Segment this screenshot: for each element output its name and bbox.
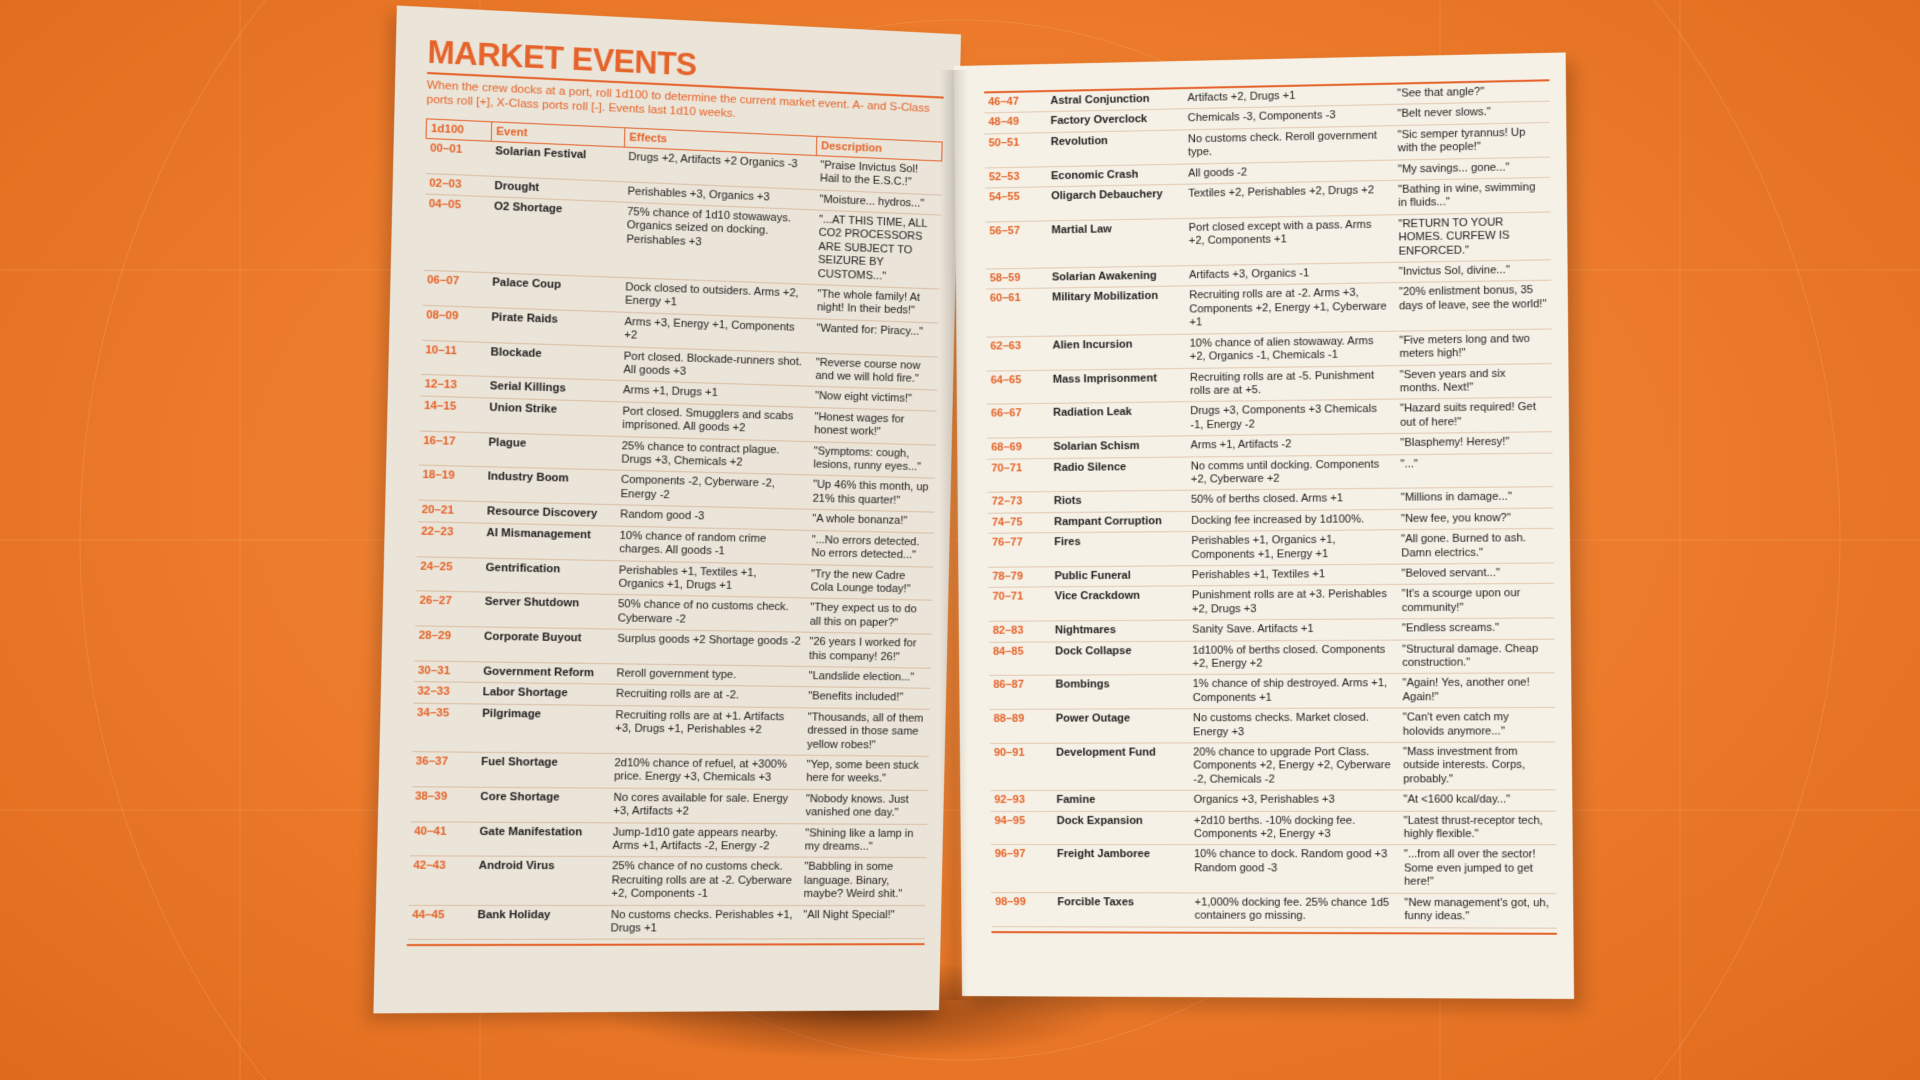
effects-cell: Perishables +1, Organics +1, Components +1, Energy +1 [1187, 530, 1397, 566]
event-cell: Nightmares [1051, 620, 1188, 641]
roll-cell: 32–33 [413, 682, 479, 704]
event-cell: Pirate Raids [487, 307, 621, 346]
description-cell: "Seven years and six months. Next!" [1395, 363, 1552, 399]
event-cell: Riots [1050, 491, 1187, 513]
page-title: MARKET EVENTS [427, 33, 697, 83]
effects-cell: Dock closed to outsiders. Arms +2, Energy +1 [621, 277, 814, 318]
event-cell: Public Funeral [1050, 566, 1187, 588]
event-cell: Oligarch Debauchery [1047, 184, 1184, 220]
col-roll-header: 1d100 [426, 119, 492, 141]
effects-cell: 1d100% of berths closed. Components +2, Energy +2 [1188, 640, 1398, 675]
event-cell: Solarian Schism [1049, 436, 1186, 458]
table-row [412, 703, 930, 756]
description-cell: "Thousands, all of them dressed in those same yellow robes!" [803, 708, 930, 757]
event-cell: Martial Law [1047, 218, 1184, 268]
effects-cell: Drugs +3, Components +3 Chemicals -1, Energy -2 [1186, 399, 1396, 436]
description-cell: "See that angle?" [1393, 80, 1550, 105]
event-cell: Radio Silence [1049, 457, 1186, 492]
event-cell: Alien Incursion [1048, 334, 1185, 370]
roll-cell: 96–97 [991, 845, 1054, 892]
table-row [991, 892, 1557, 927]
description-cell: "20% enlistment bonus, 35 days of leave, see the world!" [1395, 281, 1552, 331]
roll-cell: 02–03 [425, 173, 491, 197]
event-cell: Military Mobilization [1048, 286, 1185, 335]
description-cell: "..." [1396, 453, 1553, 489]
effects-cell: 10% chance of random crime charges. All goods -1 [615, 526, 808, 564]
effects-cell: Arms +1, Drugs +1 [619, 381, 812, 407]
roll-cell: 70–71 [988, 587, 1050, 621]
event-cell: Forcible Taxes [1053, 892, 1190, 926]
effects-cell: 20% chance to upgrade Port Class. Components +2, Energy +2, Cyberware -2, Chemicals -2 [1189, 742, 1399, 790]
effects-cell: 10% chance of alien stowaway. Arms +2, Organics -1, Chemicals -1 [1185, 331, 1395, 368]
description-cell: "Latest thrust-receptor tech, highly flexible." [1399, 811, 1556, 845]
table-row [990, 708, 1556, 744]
description-cell: "Now eight victims!" [811, 387, 937, 411]
roll-cell: 22–23 [416, 521, 482, 557]
description-cell: "A whole bonanza!" [808, 509, 934, 532]
description-cell: "Try the new Cadre Cola Lounge today!" [806, 564, 932, 600]
effects-cell: Recruiting rolls are at -2. Arms +3, Components +2, Energy +1, Cyberware +1 [1185, 283, 1395, 334]
table-row [989, 639, 1555, 676]
event-cell: Development Fund [1052, 743, 1190, 791]
roll-cell: 78–79 [988, 567, 1050, 588]
roll-cell: 74–75 [988, 512, 1050, 533]
roll-cell: 00–01 [425, 138, 491, 176]
event-cell: Economic Crash [1047, 164, 1184, 187]
description-cell: "RETURN TO YOUR HOMES. CURFEW IS ENFORCED." [1394, 212, 1551, 263]
right-page [954, 52, 1574, 999]
roll-cell: 98–99 [991, 892, 1053, 926]
roll-cell: 52–53 [985, 166, 1047, 188]
effects-cell: Textiles +2, Perishables +2, Drugs +2 [1184, 180, 1394, 218]
event-cell: Fires [1050, 532, 1187, 567]
description-cell: "Mass investment from outside interests. Corps, probably." [1399, 742, 1556, 790]
description-cell: "Millions in damage..." [1397, 487, 1554, 509]
effects-cell: No customs checks. Perishables +1, Drugs +1 [606, 905, 799, 939]
effects-cell: 10% chance to dock. Random good +3 Random good -3 [1190, 845, 1400, 893]
table-row [988, 528, 1554, 567]
roll-cell: 92–93 [990, 791, 1052, 811]
event-cell: Power Outage [1052, 709, 1189, 743]
event-cell: Freight Jamboree [1053, 845, 1191, 893]
description-cell: "Nobody knows. Just vanished one day." [801, 789, 927, 824]
table-row [410, 786, 927, 824]
event-cell: Gate Manifestation [475, 822, 609, 857]
event-cell: Fuel Shortage [476, 752, 610, 788]
event-cell: Radiation Leak [1049, 402, 1186, 438]
roll-cell: 86–87 [989, 675, 1051, 709]
roll-cell: 34–35 [412, 703, 478, 752]
event-cell: Rampant Corruption [1050, 511, 1187, 533]
description-cell: "All gone. Burned to ash. Damn electrics." [1397, 528, 1554, 564]
col-effects-header: Effects [624, 128, 816, 156]
event-cell: AI Mismanagement [482, 523, 616, 560]
event-cell: Dock Collapse [1051, 641, 1188, 676]
footer-rule [991, 931, 1556, 935]
roll-cell: 50–51 [985, 132, 1047, 167]
event-cell: Revolution [1047, 130, 1184, 167]
description-cell: "Invictus Sol, divine..." [1395, 260, 1552, 283]
description-cell: "Benefits included!" [804, 687, 930, 709]
effects-cell: Port closed. Blockade-runners shot. All goods +3 [619, 346, 812, 386]
roll-cell: 58–59 [986, 268, 1048, 289]
effects-cell: Organics +3, Perishables +3 [1189, 790, 1399, 811]
description-cell: "Endless screams." [1398, 618, 1555, 640]
description-cell: "Five meters long and two meters high!" [1395, 329, 1552, 365]
event-cell: Solarian Festival [490, 141, 624, 181]
event-cell: Astral Conjunction [1046, 88, 1183, 112]
book-gutter [940, 70, 968, 1000]
description-cell: "26 years I worked for this company! 26!" [805, 632, 931, 668]
effects-cell: 25% chance to contract plague. Drugs +3, Chemicals +2 [617, 436, 810, 475]
table-row [990, 790, 1556, 811]
description-cell: "Praise Invictus Sol! Hail to the E.S.C.!" [816, 155, 942, 194]
roll-cell: 42–43 [408, 856, 474, 905]
effects-cell: Random good -3 [616, 505, 809, 530]
description-cell: "...from all over the sector! Some even jumped to get here!" [1400, 845, 1557, 893]
effects-cell: Recruiting rolls are at -5. Punishment rolls are at +5. [1186, 365, 1396, 402]
description-cell: "Shining like a lamp in my dreams..." [800, 823, 926, 858]
description-cell: "Structural damage. Cheap construction." [1398, 639, 1555, 674]
description-cell: "New management's got, uh, funny ideas." [1400, 893, 1557, 928]
description-cell: "All Night Special!" [799, 905, 925, 939]
description-cell: "Wanted for: Piracy..." [812, 319, 938, 357]
roll-cell: 88–89 [990, 709, 1052, 743]
event-cell: Famine [1052, 790, 1189, 811]
event-cell: Drought [490, 176, 624, 202]
event-cell: Union Strike [485, 398, 619, 436]
roll-cell: 68–69 [987, 438, 1049, 459]
roll-cell: 20–21 [417, 500, 483, 522]
effects-cell: Components -2, Cyberware -2, Energy -2 [616, 471, 809, 510]
event-cell: Vice Crackdown [1051, 586, 1188, 621]
effects-cell: No customs check. Reroll government type. [1184, 125, 1394, 163]
table-row [408, 856, 926, 905]
roll-cell: 26–27 [415, 591, 481, 627]
roll-cell: 82–83 [989, 621, 1051, 642]
footer-rule [407, 944, 925, 947]
roll-cell: 54–55 [985, 187, 1047, 222]
description-cell: "Beloved servant..." [1397, 563, 1554, 585]
description-cell: "At <1600 kcal/day..." [1399, 790, 1556, 811]
roll-cell: 76–77 [988, 533, 1050, 567]
event-cell: Core Shortage [476, 787, 610, 822]
effects-cell: No cores available for sale. Energy +3, Artifacts +2 [609, 788, 802, 823]
roll-cell: 84–85 [989, 642, 1051, 676]
event-cell: Industry Boom [483, 467, 617, 505]
effects-cell: Reroll government type. [612, 664, 805, 687]
effects-cell: Perishables +1, Textiles +1, Organics +1, Drugs +1 [614, 560, 807, 598]
description-cell: "They expect us to do all this on paper?" [806, 598, 932, 634]
effects-cell: Sanity Save. Artifacts +1 [1188, 619, 1398, 641]
effects-cell: 2d10% chance of refuel, at +300% price. Energy +3, Chemicals +3 [610, 753, 803, 789]
effects-cell: Arms +3, Energy +1, Components +2 [620, 312, 813, 353]
description-cell: "Symptoms: cough, lesions, runny eyes..." [809, 441, 935, 478]
roll-cell: 66–67 [987, 404, 1049, 439]
event-cell: O2 Shortage [488, 197, 623, 278]
effects-cell: Perishables +3, Organics +3 [623, 181, 815, 210]
event-cell: Android Virus [474, 856, 609, 905]
table-row [411, 752, 928, 791]
roll-cell: 70–71 [987, 458, 1049, 493]
description-cell: "Hazard suits required! Get out of here!" [1396, 397, 1553, 433]
table-row [407, 905, 925, 940]
effects-cell: 50% chance of no customs check. Cyberware -2 [613, 595, 806, 633]
effects-cell: Artifacts +2, Drugs +1 [1183, 84, 1393, 110]
description-cell: "Landslide election..." [804, 666, 930, 688]
description-cell: "Babbling in some language. Binary, maybe? Weird shit." [799, 858, 926, 906]
effects-cell: Artifacts +3, Organics -1 [1185, 262, 1395, 286]
table-row [988, 584, 1554, 622]
roll-cell: 40–41 [409, 821, 475, 856]
roll-cell: 72–73 [988, 492, 1050, 513]
roll-cell: 12–13 [420, 375, 486, 398]
description-cell: "It's a scourge upon our community!" [1397, 584, 1554, 619]
description-cell: "Can't even catch my holovids anymore..." [1399, 708, 1556, 743]
description-cell: "Blasphemy! Heresy!" [1396, 432, 1553, 454]
description-cell: "...No errors detected. No errors detected..." [807, 530, 933, 567]
roll-cell: 62–63 [986, 336, 1048, 371]
effects-cell: 50% of berths closed. Arms +1 [1187, 489, 1397, 512]
event-cell: Corporate Buyout [479, 627, 613, 664]
col-description-header: Description [816, 136, 942, 161]
roll-cell: 90–91 [990, 743, 1053, 790]
description-cell: "New fee, you know?" [1397, 508, 1554, 530]
table-row [986, 281, 1552, 337]
effects-cell: Recruiting rolls are at +1. Artifacts +3, Drugs +1, Perishables +2 [610, 705, 803, 755]
description-cell: "Belt never slows." [1393, 102, 1550, 126]
event-cell: Bank Holiday [473, 905, 607, 940]
roll-cell: 04–05 [423, 194, 490, 273]
roll-cell: 08–09 [421, 305, 487, 342]
roll-cell: 56–57 [985, 221, 1048, 269]
roll-cell: 28–29 [414, 626, 480, 662]
description-cell: "Bathing in wine, swimming in fluids..." [1394, 177, 1551, 214]
event-cell: Blockade [486, 342, 620, 381]
effects-cell: Jump-1d10 gate appears nearby. Arms +1, Artifacts -2, Energy -2 [608, 822, 801, 857]
roll-cell: 60–61 [986, 289, 1049, 337]
table-row [987, 453, 1553, 493]
event-cell: Palace Coup [487, 273, 621, 312]
event-cell: Pilgrimage [477, 704, 611, 754]
roll-cell: 24–25 [416, 556, 482, 592]
description-cell: "Again! Yes, another one! Again!" [1398, 673, 1555, 708]
effects-cell: Punishment rolls are at +3. Perishables +2, Drugs +3 [1188, 585, 1398, 621]
table-row [409, 821, 926, 858]
roll-cell: 44–45 [407, 905, 473, 940]
effects-cell: Recruiting rolls are at -2. [612, 684, 805, 707]
event-cell: Server Shutdown [480, 592, 614, 629]
table-row [991, 845, 1557, 893]
event-cell: Dock Expansion [1053, 811, 1190, 845]
effects-cell: Arms +1, Artifacts -2 [1186, 434, 1396, 457]
table-row [989, 673, 1555, 709]
event-cell: Serial Killings [485, 377, 619, 402]
events-table-right [984, 79, 1557, 928]
effects-cell: Drugs +2, Artifacts +2 Organics -3 [624, 147, 817, 189]
table-row [990, 811, 1556, 845]
effects-cell: Port closed. Smugglers and scabs imprisoned. All goods +2 [618, 402, 811, 442]
roll-cell: 36–37 [411, 752, 477, 787]
roll-cell: 10–11 [421, 340, 487, 377]
roll-cell: 16–17 [418, 431, 484, 468]
description-cell: "Honest wages for honest work!" [810, 407, 936, 444]
effects-cell: 1% chance of ship destroyed. Arms +1, Components +1 [1188, 674, 1398, 709]
roll-cell: 38–39 [410, 786, 476, 821]
roll-cell: 64–65 [987, 370, 1049, 405]
effects-cell: No customs checks. Market closed. Energy +3 [1189, 708, 1399, 743]
col-event-header: Event [491, 122, 625, 147]
event-cell: Resource Discovery [482, 502, 616, 526]
effects-cell: +2d10 berths. -10% docking fee. Components +2, Energy +3 [1190, 811, 1400, 845]
event-cell: Solarian Awakening [1048, 266, 1185, 289]
event-cell: Bombings [1051, 675, 1188, 710]
effects-cell: Docking fee increased by 1d100%. [1187, 509, 1397, 531]
event-cell: Factory Overclock [1046, 109, 1183, 132]
description-cell: "Up 46% this month, up 21% this quarter!" [808, 475, 934, 512]
description-cell: "Sic semper tyrannus! Up with the people!" [1393, 122, 1550, 159]
event-cell: Gentrification [481, 558, 615, 595]
description-cell: "...AT THIS TIME, ALL CO2 PROCESSORS ARE SUBJECT TO SEIZURE BY CUSTOMS..." [813, 210, 940, 289]
roll-cell: 30–31 [413, 661, 479, 683]
effects-cell: No comms until docking. Components +2, Cyberware +2 [1187, 454, 1397, 490]
event-cell: Plague [484, 432, 618, 470]
effects-cell: Port closed except with a pass. Arms +2, Components +1 [1184, 215, 1394, 266]
event-cell: Mass Imprisonment [1049, 368, 1186, 404]
event-cell: Government Reform [479, 662, 613, 685]
roll-cell: 46–47 [984, 91, 1046, 113]
event-cell: Labor Shortage [478, 683, 612, 706]
effects-cell: 25% chance of no customs check. Recruiting rolls are at -2. Cyberware +2, Components -1 [607, 857, 800, 905]
table-row [990, 742, 1556, 791]
effects-cell: Perishables +1, Textiles +1 [1188, 564, 1398, 586]
effects-cell: Chemicals -3, Components -3 [1184, 105, 1394, 130]
effects-cell: All goods -2 [1184, 160, 1394, 185]
description-cell: "My savings... gone..." [1394, 157, 1551, 181]
events-table-left [407, 118, 943, 940]
description-cell: "Yep, some been stuck here for weeks." [802, 755, 928, 790]
roll-cell: 14–15 [419, 396, 485, 433]
effects-cell: Surplus goods +2 Shortage goods -2 [613, 629, 806, 666]
roll-cell: 48–49 [984, 112, 1046, 134]
left-page [373, 5, 961, 1013]
intro-text: When the crew docks at a port, roll 1d100 to determine the current market event. A- and S-Class ports roll [+], X-Class ports roll [-]. Events last 1d10 weeks. [426, 79, 930, 121]
description-cell: "Moisture... hydros..." [815, 189, 941, 215]
description-cell: "Reverse course now and we will hold fire." [811, 353, 937, 391]
effects-cell: 75% chance of 1d10 stowaways. Organics seized on docking. Perishables +3 [621, 202, 815, 284]
description-cell: "The whole family! At night! In their beds!" [813, 284, 939, 322]
roll-cell: 18–19 [418, 465, 484, 501]
effects-cell: +1,000% docking fee. 25% chance 1d5 containers go missing. [1190, 893, 1400, 928]
roll-cell: 06–07 [422, 270, 488, 307]
roll-cell: 94–95 [990, 811, 1052, 845]
